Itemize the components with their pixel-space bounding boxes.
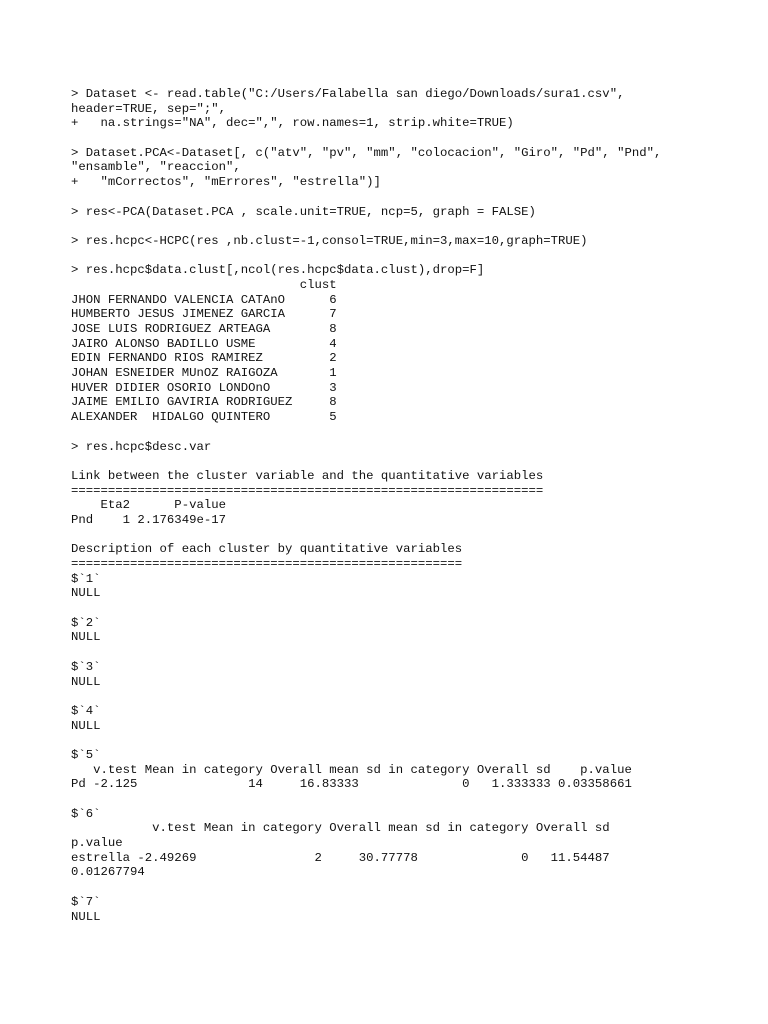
console-line: $`1`	[71, 571, 101, 586]
console-line: ================================================================	[71, 483, 544, 498]
console-line	[71, 880, 751, 895]
console-line	[71, 645, 751, 660]
r-console-output	[71, 87, 751, 924]
console-line: NULL	[71, 718, 101, 733]
console-line: $`6`	[71, 806, 101, 821]
console-line: > Dataset <- read.table("C:/Users/Falabella san diego/Downloads/sura1.csv",	[71, 87, 625, 101]
console-line	[71, 733, 751, 748]
console-line: JOSE LUIS RODRIGUEZ ARTEAGA 8	[71, 322, 337, 336]
console-line: estrella -2.49269 2 30.77778 0 11.54487	[71, 850, 610, 865]
console-line: header=TRUE, sep=";",	[71, 101, 226, 116]
console-line	[71, 219, 751, 234]
console-line: "ensamble", "reaccion",	[71, 160, 241, 175]
console-line: clust	[71, 277, 337, 292]
console-line: NULL	[71, 630, 101, 645]
console-line: ALEXANDER HIDALGO QUINTERO 5	[71, 410, 337, 425]
console-line: Eta2 P-value	[71, 498, 226, 513]
console-line: JHON FERNANDO VALENCIA CATAnO 6	[71, 292, 337, 307]
console-line: $`5`	[71, 747, 101, 762]
console-line: > res.hcpc<-HCPC(res ,nb.clust=-1,consol=TRUE,min=3,max=10,graph=TRUE)	[71, 233, 588, 248]
console-line: p.value	[71, 836, 123, 851]
console-line: HUVER DIDIER OSORIO LONDOnO 3	[71, 380, 337, 395]
console-line: JAIME EMILIO GAVIRIA RODRIGUEZ 8	[71, 395, 337, 410]
console-line: NULL	[71, 586, 101, 601]
console-line: > res.hcpc$data.clust[,ncol(res.hcpc$data.clust),drop=F]	[71, 263, 485, 278]
console-line: HUMBERTO JESUS JIMENEZ GARCIA 7	[71, 307, 337, 322]
console-line	[71, 190, 751, 205]
console-line: $`3`	[71, 659, 101, 674]
console-line	[71, 528, 751, 543]
console-line	[71, 131, 751, 146]
console-line	[71, 689, 751, 704]
console-line	[71, 425, 751, 440]
console-line	[71, 601, 751, 616]
console-line: Pd -2.125 14 16.83333 0 1.333333 0.03358661	[71, 777, 632, 792]
console-line: NULL	[71, 674, 101, 689]
console-line: 0.01267794	[71, 865, 145, 880]
console-line: JAIRO ALONSO BADILLO USME 4	[71, 336, 337, 351]
console-line: $`2`	[71, 615, 101, 630]
console-line: + na.strings="NA", dec=",", row.names=1, strip.white=TRUE)	[71, 116, 514, 131]
console-line: NULL	[71, 909, 101, 924]
console-line: > Dataset.PCA<-Dataset[, c("atv", "pv", "mm", "colocacion", "Giro", "Pd", "Pnd",	[71, 145, 662, 160]
console-line: + "mCorrectos", "mErrores", "estrella")]	[71, 175, 381, 190]
console-line: EDIN FERNANDO RIOS RAMIREZ 2	[71, 351, 337, 366]
console-line: $`7`	[71, 894, 101, 909]
console-line: > res<-PCA(Dataset.PCA , scale.unit=TRUE, ncp=5, graph = FALSE)	[71, 204, 536, 219]
console-line: Link between the cluster variable and the quantitative variables	[71, 468, 544, 483]
console-line: $`4`	[71, 703, 101, 718]
console-line: =====================================================	[71, 557, 463, 571]
console-line: > res.hcpc$desc.var	[71, 439, 212, 454]
console-line: Pnd 1 2.176349e-17	[71, 512, 226, 527]
console-line: v.test Mean in category Overall mean sd in category Overall sd	[71, 821, 610, 836]
console-line: v.test Mean in category Overall mean sd in category Overall sd p.value	[71, 762, 632, 777]
console-line: JOHAN ESNEIDER MUnOZ RAIGOZA 1	[71, 366, 337, 381]
console-line	[71, 454, 751, 469]
console-line	[71, 792, 751, 807]
console-line	[71, 249, 751, 264]
console-line: Description of each cluster by quantitative variables	[71, 542, 463, 557]
